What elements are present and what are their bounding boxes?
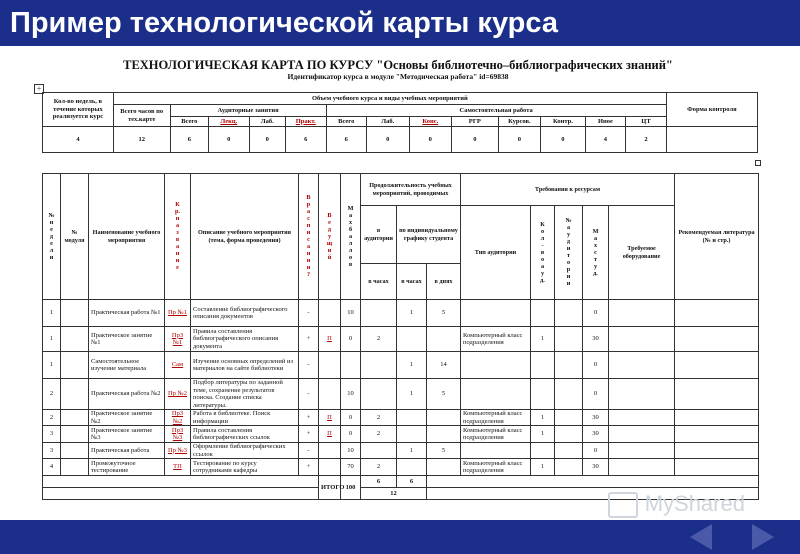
plan-count: 1 xyxy=(531,459,555,476)
plan-max: 10 xyxy=(341,379,361,410)
plan-literature xyxy=(675,410,759,426)
col-name: Наименование учебного мероприятия xyxy=(89,174,165,300)
plan-sched: - xyxy=(299,352,319,379)
plan-room-type xyxy=(461,352,531,379)
slide-title: Пример технологической карты курса xyxy=(10,7,559,39)
plan-ind-hours xyxy=(397,426,427,443)
watermark: MyShared xyxy=(644,491,745,516)
total-all: 12 xyxy=(361,488,427,500)
plan-aud-hours: 2 xyxy=(361,426,397,443)
plan-ind-hours xyxy=(397,327,427,352)
plan-desc: Подбор литературы по заданной теме, сохранение результатов поиска. Создание списка литературы. xyxy=(191,379,299,410)
plan-max: 70 xyxy=(341,459,361,476)
plan-lead: П xyxy=(319,327,341,352)
summary-value: 0 xyxy=(209,127,250,153)
sub-header: Курсов. xyxy=(498,117,541,127)
plan-module xyxy=(61,352,89,379)
plan-sched: + xyxy=(299,426,319,443)
plan-max xyxy=(341,352,361,379)
volume-header: Объем учебного курса и виды учебных мероприятий xyxy=(113,93,666,105)
plan-aud-hours xyxy=(361,443,397,459)
plan-room-no xyxy=(555,410,583,426)
plan-max: 0 xyxy=(341,410,361,426)
col-hours-ind: в часах xyxy=(397,264,427,300)
plan-name: Практическое занятие №2 xyxy=(89,410,165,426)
plan-module xyxy=(61,443,89,459)
plan-max: 0 xyxy=(341,327,361,352)
plan-table xyxy=(42,173,759,500)
table-row xyxy=(43,443,759,459)
plan-count: 1 xyxy=(531,410,555,426)
summary-value: 0 xyxy=(541,127,586,153)
summary-table xyxy=(42,92,758,153)
prev-arrow-icon[interactable] xyxy=(690,524,712,550)
table-move-handle-icon[interactable]: + xyxy=(34,84,44,94)
plan-ind-hours: 1 xyxy=(397,379,427,410)
plan-week: 3 xyxy=(43,426,61,443)
plan-max-students: 0 xyxy=(583,379,609,410)
plan-max-students: 30 xyxy=(583,327,609,352)
total-spacer xyxy=(43,476,319,488)
plan-literature xyxy=(675,327,759,352)
plan-equipment xyxy=(609,443,675,459)
plan-room-no xyxy=(555,443,583,459)
table-row xyxy=(43,352,759,379)
plan-room-type: Компьютерный класс подразделения xyxy=(461,410,531,426)
plan-aud-hours xyxy=(361,300,397,327)
plan-max: 0 xyxy=(341,426,361,443)
plan-lead: П xyxy=(319,426,341,443)
sub-header: Лекц. xyxy=(209,117,250,127)
plan-room-no xyxy=(555,426,583,443)
plan-aud-hours xyxy=(361,379,397,410)
plan-ind-days: 5 xyxy=(427,300,461,327)
col-in-class: в аудитории xyxy=(361,206,397,264)
plan-max-students: 0 xyxy=(583,352,609,379)
plan-ind-hours xyxy=(397,410,427,426)
sub-header: Контр. xyxy=(541,117,586,127)
sub-header: Лаб. xyxy=(249,117,285,127)
control-header: Форма контроля xyxy=(666,93,757,127)
plan-week: 1 xyxy=(43,300,61,327)
plan-code: ТП xyxy=(165,459,191,476)
plan-module xyxy=(61,300,89,327)
plan-module xyxy=(61,379,89,410)
plan-module xyxy=(61,410,89,426)
col-module: № модуля xyxy=(61,174,89,300)
plan-lead xyxy=(319,352,341,379)
plan-ind-hours: 1 xyxy=(397,443,427,459)
summary-value: 0 xyxy=(249,127,285,153)
table-row xyxy=(43,426,759,443)
plan-room-type: Компьютерный класс подразделения xyxy=(461,426,531,443)
plan-code: Пр №3 xyxy=(165,443,191,459)
plan-max-students: 0 xyxy=(583,300,609,327)
table-row xyxy=(43,300,759,327)
plan-equipment xyxy=(609,459,675,476)
col-max-students: М а х с т у д. xyxy=(583,206,609,300)
table-row xyxy=(43,379,759,410)
plan-count xyxy=(531,352,555,379)
sub-header: Всего xyxy=(170,117,208,127)
summary-value: 6 xyxy=(286,127,327,153)
total-max: 100 xyxy=(341,476,361,500)
weeks-header: Кол-во недель, в течение которых реализуется курс xyxy=(43,93,114,127)
col-individual: по индивидуальному графику студента xyxy=(397,206,461,264)
col-code: К р. н а з в а н и е xyxy=(165,174,191,300)
plan-equipment xyxy=(609,379,675,410)
summary-value: 6 xyxy=(326,127,367,153)
plan-week: 3 xyxy=(43,443,61,459)
plan-sched: - xyxy=(299,379,319,410)
plan-room-type: Компьютерный класс подразделения xyxy=(461,327,531,352)
sub-header: Иное xyxy=(585,117,626,127)
plan-max-students: 30 xyxy=(583,459,609,476)
plan-sched: + xyxy=(299,410,319,426)
summary-value: 0 xyxy=(367,127,410,153)
plan-ind-days: 5 xyxy=(427,443,461,459)
plan-name: Практическая работа №2 xyxy=(89,379,165,410)
plan-module xyxy=(61,459,89,476)
plan-week: 2 xyxy=(43,379,61,410)
plan-code: Пр №2 xyxy=(165,379,191,410)
summary-value: 0 xyxy=(498,127,541,153)
summary-value: 0 xyxy=(409,127,452,153)
total-rest xyxy=(427,476,759,488)
sub-header: Лаб. xyxy=(367,117,410,127)
plan-room-no xyxy=(555,379,583,410)
plan-room-type xyxy=(461,300,531,327)
total-row xyxy=(43,476,759,488)
plan-equipment xyxy=(609,410,675,426)
plan-code: ПрЗ №2 xyxy=(165,410,191,426)
plan-max: 10 xyxy=(341,443,361,459)
plan-lead xyxy=(319,379,341,410)
col-room-type: Тип аудитории xyxy=(461,206,531,300)
plan-max-students: 0 xyxy=(583,443,609,459)
plan-equipment xyxy=(609,426,675,443)
plan-literature xyxy=(675,379,759,410)
document-title: ТЕХНОЛОГИЧЕСКАЯ КАРТА ПО КУРСУ "Основы библиотечно–библиографических знаний" xyxy=(123,58,673,72)
col-duration: Продолжительность учебных мероприятий, проводимых xyxy=(361,174,461,206)
plan-name: Самостоятельное изучение материала xyxy=(89,352,165,379)
plan-room-no xyxy=(555,459,583,476)
sub-header: Практ. xyxy=(286,117,327,127)
col-week: № н е д е л и xyxy=(43,174,61,300)
plan-aud-hours xyxy=(361,352,397,379)
sub-header: Конс. xyxy=(409,117,452,127)
plan-sched: - xyxy=(299,300,319,327)
plan-ind-days xyxy=(427,327,461,352)
plan-ind-days xyxy=(427,459,461,476)
plan-desc: Тестирование по курсу сотрудниками кафедры xyxy=(191,459,299,476)
summary-value: 4 xyxy=(43,127,114,153)
plan-name: Промежуточное тестирование xyxy=(89,459,165,476)
col-mandatory: В р а с п и с а н и и ? xyxy=(299,174,319,300)
next-arrow-icon[interactable] xyxy=(752,524,774,550)
plan-week: 2 xyxy=(43,410,61,426)
plan-module xyxy=(61,327,89,352)
total-hours-header: Всего часов по тех.карте xyxy=(113,105,170,127)
summary-value: 6 xyxy=(170,127,208,153)
plan-desc: Правила составления библиографического описания документа xyxy=(191,327,299,352)
col-equipment: Требуемое оборудование xyxy=(609,206,675,300)
document-subtitle: Идентификатор курса в модуле "Методическая работа" id=69838 xyxy=(287,72,509,81)
plan-aud-hours: 2 xyxy=(361,410,397,426)
summary-value: 2 xyxy=(626,127,667,153)
plan-room-type: Компьютерный класс подразделения xyxy=(461,459,531,476)
summary-value: 0 xyxy=(452,127,499,153)
total-aud: 6 xyxy=(361,476,397,488)
plan-ind-days: 14 xyxy=(427,352,461,379)
plan-week: 4 xyxy=(43,459,61,476)
total-ind: 6 xyxy=(397,476,427,488)
plan-room-type xyxy=(461,379,531,410)
plan-max-students: 30 xyxy=(583,426,609,443)
plan-desc: Составление библиографического описания документов xyxy=(191,300,299,327)
plan-week: 1 xyxy=(43,352,61,379)
plan-aud-hours: 2 xyxy=(361,327,397,352)
col-description: Описание учебного мероприятия (тема, форма проведения) xyxy=(191,174,299,300)
plan-room-type xyxy=(461,443,531,459)
plan-name: Практическая работа №1 xyxy=(89,300,165,327)
plan-count: 1 xyxy=(531,426,555,443)
plan-literature xyxy=(675,443,759,459)
plan-literature xyxy=(675,459,759,476)
plan-desc: Правила составления библиографических ссылок xyxy=(191,426,299,443)
plan-count xyxy=(531,443,555,459)
plan-equipment xyxy=(609,300,675,327)
classroom-header: Аудиторные занятия xyxy=(170,105,326,117)
plan-count xyxy=(531,379,555,410)
plan-literature xyxy=(675,426,759,443)
plan-ind-days xyxy=(427,410,461,426)
table-row xyxy=(43,327,759,352)
sub-header: Всего xyxy=(326,117,367,127)
plan-lead: П xyxy=(319,410,341,426)
plan-equipment xyxy=(609,327,675,352)
plan-aud-hours: 2 xyxy=(361,459,397,476)
plan-sched: + xyxy=(299,459,319,476)
plan-desc: Оформление библиографических ссылок xyxy=(191,443,299,459)
col-count: К о л - в о а у д. xyxy=(531,206,555,300)
plan-room-no xyxy=(555,300,583,327)
sub-header: ЦТ xyxy=(626,117,667,127)
col-leading: В е д у щ и й xyxy=(319,174,341,300)
total-spacer xyxy=(43,488,319,500)
plan-count: 1 xyxy=(531,327,555,352)
independent-header: Самостоятельная работа xyxy=(326,105,666,117)
plan-code: Сам xyxy=(165,352,191,379)
plan-week: 1 xyxy=(43,327,61,352)
summary-value-empty xyxy=(666,127,757,153)
col-room-no: № а у д и т о р и и xyxy=(555,206,583,300)
plan-code: Пр №1 xyxy=(165,300,191,327)
plan-ind-hours xyxy=(397,459,427,476)
plan-ind-hours: 1 xyxy=(397,300,427,327)
table-row xyxy=(43,459,759,476)
total-label: ИТОГО xyxy=(319,476,341,500)
plan-lead xyxy=(319,300,341,327)
plan-sched: + xyxy=(299,327,319,352)
plan-max: 10 xyxy=(341,300,361,327)
plan-lead xyxy=(319,443,341,459)
summary-value: 4 xyxy=(585,127,626,153)
summary-value: 12 xyxy=(113,127,170,153)
plan-room-no xyxy=(555,352,583,379)
sub-header: РГР xyxy=(452,117,499,127)
plan-name: Практическая работа xyxy=(89,443,165,459)
plan-sched: - xyxy=(299,443,319,459)
plan-ind-days: 5 xyxy=(427,379,461,410)
footer-bar xyxy=(0,520,800,554)
col-literature: Рекомендуемая литература (№ и стр.) xyxy=(675,174,759,300)
col-hours-class: в часах xyxy=(361,264,397,300)
col-max-points: М а х б а л л о в xyxy=(341,174,361,300)
plan-ind-days xyxy=(427,426,461,443)
plan-equipment xyxy=(609,352,675,379)
plan-desc: Работа в библиотеке. Поиск информации xyxy=(191,410,299,426)
plan-name: Практическое занятие №3 xyxy=(89,426,165,443)
plan-module xyxy=(61,426,89,443)
plan-code: ПрЗ №1 xyxy=(165,327,191,352)
plan-name: Практическое занятие №1 xyxy=(89,327,165,352)
table-row xyxy=(43,410,759,426)
plan-ind-hours: 1 xyxy=(397,352,427,379)
plan-count xyxy=(531,300,555,327)
col-days: в днях xyxy=(427,264,461,300)
table-resize-handle-icon[interactable] xyxy=(755,160,761,166)
plan-literature xyxy=(675,352,759,379)
plan-desc: Изучение основных определений из материалов на сайте библиотеки xyxy=(191,352,299,379)
plan-lead xyxy=(319,459,341,476)
col-resources: Требования к ресурсам xyxy=(461,174,675,206)
plan-literature xyxy=(675,300,759,327)
plan-code: ПрЗ №3 xyxy=(165,426,191,443)
plan-room-no xyxy=(555,327,583,352)
plan-max-students: 30 xyxy=(583,410,609,426)
